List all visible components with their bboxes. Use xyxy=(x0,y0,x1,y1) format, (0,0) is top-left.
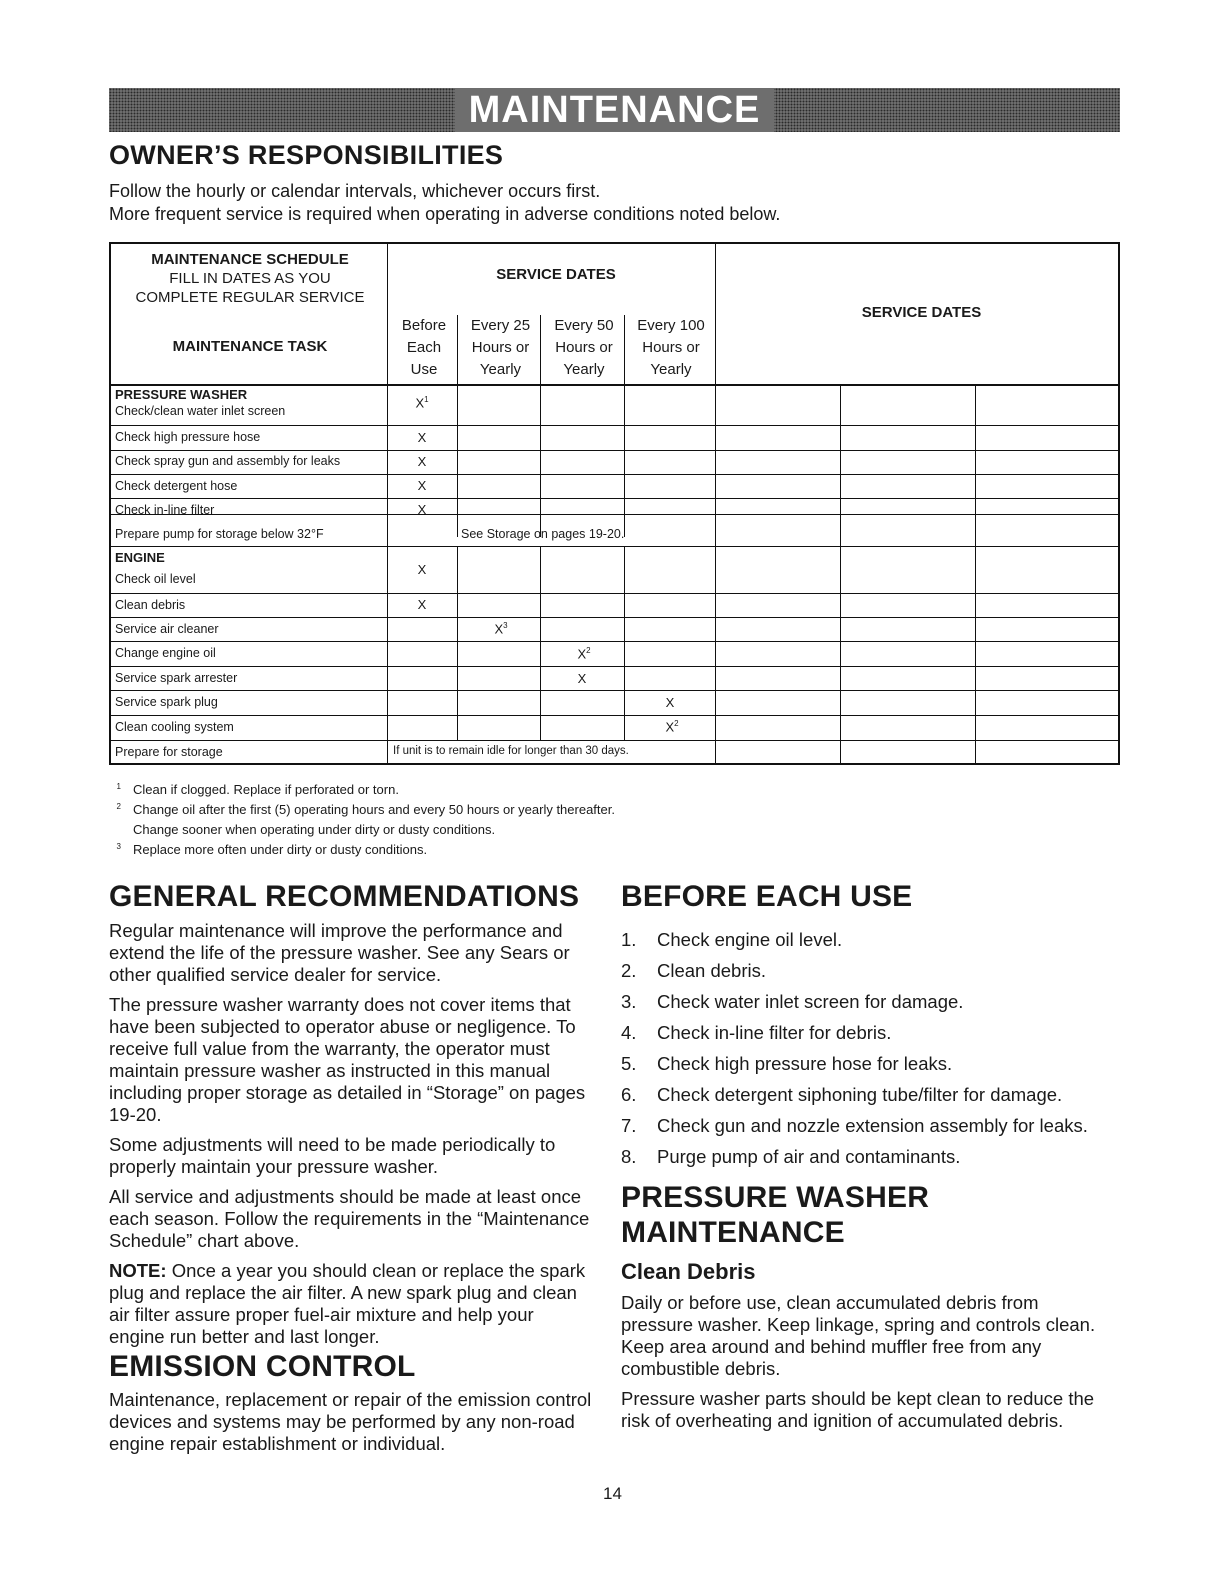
note-paragraph xyxy=(109,1260,594,1348)
item-text: Check in-line filter for debris. xyxy=(657,1022,892,1043)
clean-debris-heading: Clean Debris xyxy=(621,1259,756,1284)
table-row-label: Change engine oil xyxy=(115,646,216,660)
list-item xyxy=(621,986,1088,1017)
footnote-text: Replace more often under dirty or dusty conditions. xyxy=(133,842,428,857)
item-text: Check water inlet screen for damage. xyxy=(657,991,964,1012)
clean-debris-body xyxy=(621,1292,1106,1440)
table-row-label: Prepare for storage xyxy=(115,745,223,759)
task-label: Check oil level xyxy=(115,572,196,586)
mark-x: X xyxy=(415,395,425,411)
item-text: Check engine oil level. xyxy=(657,929,843,950)
schedule-mark xyxy=(410,395,434,410)
table-row-label xyxy=(115,550,196,587)
col-label: Every 100 xyxy=(637,317,705,334)
item-text: Clean debris. xyxy=(657,960,767,981)
grid-line xyxy=(111,641,1118,642)
paragraph: All service and adjustments should be made at least once each season. Follow the requirements in the “Maintenance Schedule” chart above. xyxy=(109,1186,590,1251)
intro-text xyxy=(109,180,780,226)
list-item xyxy=(621,1141,1088,1172)
before-each-use-list xyxy=(621,924,1088,1172)
schedule-mark: X xyxy=(417,562,427,577)
schedule-subtitle-1: FILL IN DATES AS YOU xyxy=(169,270,331,287)
col-label: Yearly xyxy=(479,361,522,378)
grid-line xyxy=(111,498,1118,499)
table-row-label: Service spark arrester xyxy=(115,671,238,685)
grid-line xyxy=(975,384,976,765)
grid-line xyxy=(111,690,1118,691)
col-before-each-use xyxy=(389,315,459,381)
list-item xyxy=(621,1048,1088,1079)
schedule-mark xyxy=(572,646,596,661)
paragraph: Maintenance, replacement or repair of the emission control devices and systems may be performed by any non-road engine repair establishment or individual. xyxy=(109,1389,592,1454)
footnote-ref: 2 xyxy=(586,646,591,655)
footnote xyxy=(109,780,615,800)
table-row-label: Check high pressure hose xyxy=(115,430,261,444)
general-recommendations-heading: GENERAL RECOMMENDATIONS xyxy=(109,880,580,913)
list-item xyxy=(621,924,1088,955)
mark-x: X xyxy=(577,646,587,662)
schedule-mark: X xyxy=(417,597,427,612)
grid-line xyxy=(111,593,1118,594)
list-item xyxy=(621,1079,1088,1110)
paragraph: Daily or before use, clean accumulated debris from pressure washer. Keep linkage, spring and controls clean. Keep area around and behind muffler free from any combustible debris. xyxy=(621,1292,1096,1379)
schedule-mark: X xyxy=(577,671,587,686)
idle-note: If unit is to remain idle for longer than 30 days. xyxy=(393,745,629,757)
grid-line xyxy=(624,546,625,740)
grid-line xyxy=(111,715,1118,716)
grid-line xyxy=(387,244,388,384)
grid-line xyxy=(111,666,1118,667)
table-row-label: Check spray gun and assembly for leaks xyxy=(115,454,341,468)
schedule-title: MAINTENANCE SCHEDULE xyxy=(151,251,349,268)
col-label: Yearly xyxy=(563,361,605,378)
grid-line xyxy=(840,384,841,765)
footnote-text: Change oil after the first (5) operating hours and every 50 hours or yearly thereafter. xyxy=(133,802,615,817)
grid-line xyxy=(715,244,716,765)
mark-x: X xyxy=(665,719,675,735)
item-number: 6. xyxy=(621,1084,637,1105)
item-number: 4. xyxy=(621,1022,637,1043)
col-label: Each xyxy=(406,339,442,356)
item-text: Check high pressure hose for leaks. xyxy=(657,1053,953,1074)
grid-line xyxy=(111,384,1118,386)
grid-line xyxy=(111,546,1118,547)
intro-line-2: More frequent service is required when operating in adverse conditions noted below. xyxy=(109,204,781,224)
schedule-mark: X xyxy=(417,478,427,493)
emission-control-body xyxy=(109,1389,594,1463)
schedule-mark xyxy=(660,719,684,734)
grid-line xyxy=(111,474,1118,475)
maintenance-banner xyxy=(109,88,1120,132)
col-every-25 xyxy=(459,315,542,381)
heading-line: PRESSURE WASHER xyxy=(621,1181,930,1214)
grid-line xyxy=(457,546,458,740)
col-label: Yearly xyxy=(650,361,692,378)
footnote-ref: 1 xyxy=(424,395,429,404)
banner-title: MAINTENANCE xyxy=(455,88,775,132)
before-each-use-heading: BEFORE EACH USE xyxy=(621,880,913,913)
schedule-mark: X xyxy=(665,695,675,710)
grid-line xyxy=(457,315,458,384)
footnote-text: Change sooner when operating under dirty or dusty conditions. xyxy=(133,822,496,837)
service-dates-header-2: SERVICE DATES xyxy=(861,304,982,321)
table-row-label: Check in-line filter xyxy=(115,503,215,517)
grid-line xyxy=(540,546,541,740)
grid-line xyxy=(111,740,1118,741)
col-label: Use xyxy=(410,361,438,378)
list-item xyxy=(621,1017,1088,1048)
paragraph: Pressure washer parts should be kept clean to reduce the risk of overheating and ignition of accumulated debris. xyxy=(621,1388,1095,1431)
schedule-subtitle-2: COMPLETE REGULAR SERVICE xyxy=(135,289,365,306)
grid-line xyxy=(387,384,388,765)
section-engine: ENGINE xyxy=(115,550,165,565)
general-recommendations-body xyxy=(109,920,594,1356)
paragraph: Some adjustments will need to be made periodically to properly maintain your pressure washer. xyxy=(109,1134,556,1177)
item-text: Check detergent siphoning tube/filter for damage. xyxy=(657,1084,1063,1105)
grid-line xyxy=(111,450,1118,451)
grid-line xyxy=(624,315,625,384)
footnote-text: Clean if clogged. Replace if perforated or torn. xyxy=(133,782,399,797)
owner-responsibilities-heading: OWNER’S RESPONSIBILITIES xyxy=(109,140,504,170)
emission-control-heading: EMISSION CONTROL xyxy=(109,1350,416,1383)
grid-line xyxy=(111,425,1118,426)
table-row-label: Prepare pump for storage below 32°F xyxy=(115,527,324,541)
list-item xyxy=(621,1110,1088,1141)
grid-line xyxy=(111,617,1118,618)
paragraph: Regular maintenance will improve the performance and extend the life of the pressure washer. See any Sears or other qualified service dealer for service. xyxy=(109,920,570,985)
col-label: Every 50 xyxy=(554,317,614,334)
page-number: 14 xyxy=(603,1484,622,1503)
heading-line: MAINTENANCE xyxy=(621,1216,845,1249)
table-row-label: Check detergent hose xyxy=(115,479,238,493)
item-number: 7. xyxy=(621,1115,637,1136)
footnote-ref: 2 xyxy=(674,719,679,728)
col-every-50 xyxy=(542,315,626,381)
footnote xyxy=(109,800,615,820)
col-label: Every 25 xyxy=(470,317,531,334)
service-dates-header-1: SERVICE DATES xyxy=(496,266,616,283)
col-label: Hours or xyxy=(642,339,700,356)
grid-line xyxy=(111,514,1118,515)
schedule-mark: X xyxy=(417,430,427,445)
item-number: 5. xyxy=(621,1053,637,1074)
item-text: Check gun and nozzle extension assembly for leaks. xyxy=(657,1115,1088,1136)
table-row-label xyxy=(115,387,285,419)
schedule-header xyxy=(111,244,389,390)
list-item xyxy=(621,955,1088,986)
table-row-label: Clean debris xyxy=(115,598,186,612)
item-number: 8. xyxy=(621,1146,637,1167)
col-label: Before xyxy=(401,317,447,334)
col-every-100 xyxy=(626,315,716,381)
footnote-number: 1 xyxy=(116,782,121,791)
intro-line-1: Follow the hourly or calendar intervals, whichever occurs first. xyxy=(109,181,601,201)
item-number: 1. xyxy=(621,929,637,950)
footnote-ref: 3 xyxy=(503,621,508,630)
schedule-mark: X xyxy=(417,454,427,469)
pressure-washer-maintenance-heading xyxy=(621,1180,929,1250)
note-label: NOTE: xyxy=(109,1260,167,1281)
footnote-number: 2 xyxy=(116,802,121,811)
note-text: Once a year you should clean or replace the spark plug and replace the air filter. A new spark plug and clean air filter assure proper fuel-air mixture and help your engine run better and last longer. xyxy=(109,1260,586,1347)
footnotes xyxy=(109,780,615,860)
col-label: Hours or xyxy=(471,339,530,356)
paragraph: The pressure washer warranty does not cover items that have been subjected to operator abuse or negligence. To receive full value from the warranty, the operator must maintain pressure washer as instructed in this manual including proper storage as detailed in “Storage” on pages 19-20. xyxy=(109,994,586,1125)
maintenance-task-header: MAINTENANCE TASK xyxy=(172,338,328,355)
table-row-label: Service spark plug xyxy=(115,695,218,709)
item-number: 3. xyxy=(621,991,637,1012)
item-text: Purge pump of air and contaminants. xyxy=(657,1146,961,1167)
item-number: 2. xyxy=(621,960,637,981)
task-label: Check/clean water inlet screen xyxy=(115,404,286,418)
schedule-mark xyxy=(489,621,513,636)
grid-line xyxy=(540,315,541,384)
footnote xyxy=(109,840,615,860)
schedule-mark: X xyxy=(417,502,427,517)
section-pressure-washer: PRESSURE WASHER xyxy=(115,387,248,402)
table-row-label: Service air cleaner xyxy=(115,622,219,636)
mark-x: X xyxy=(494,621,504,637)
table-row-label: Clean cooling system xyxy=(115,720,234,734)
col-label: Hours or xyxy=(555,339,613,356)
storage-note: See Storage on pages 19-20. xyxy=(461,527,625,541)
maintenance-schedule-table xyxy=(109,242,1120,765)
footnote xyxy=(109,820,615,840)
footnote-number: 3 xyxy=(116,842,121,851)
